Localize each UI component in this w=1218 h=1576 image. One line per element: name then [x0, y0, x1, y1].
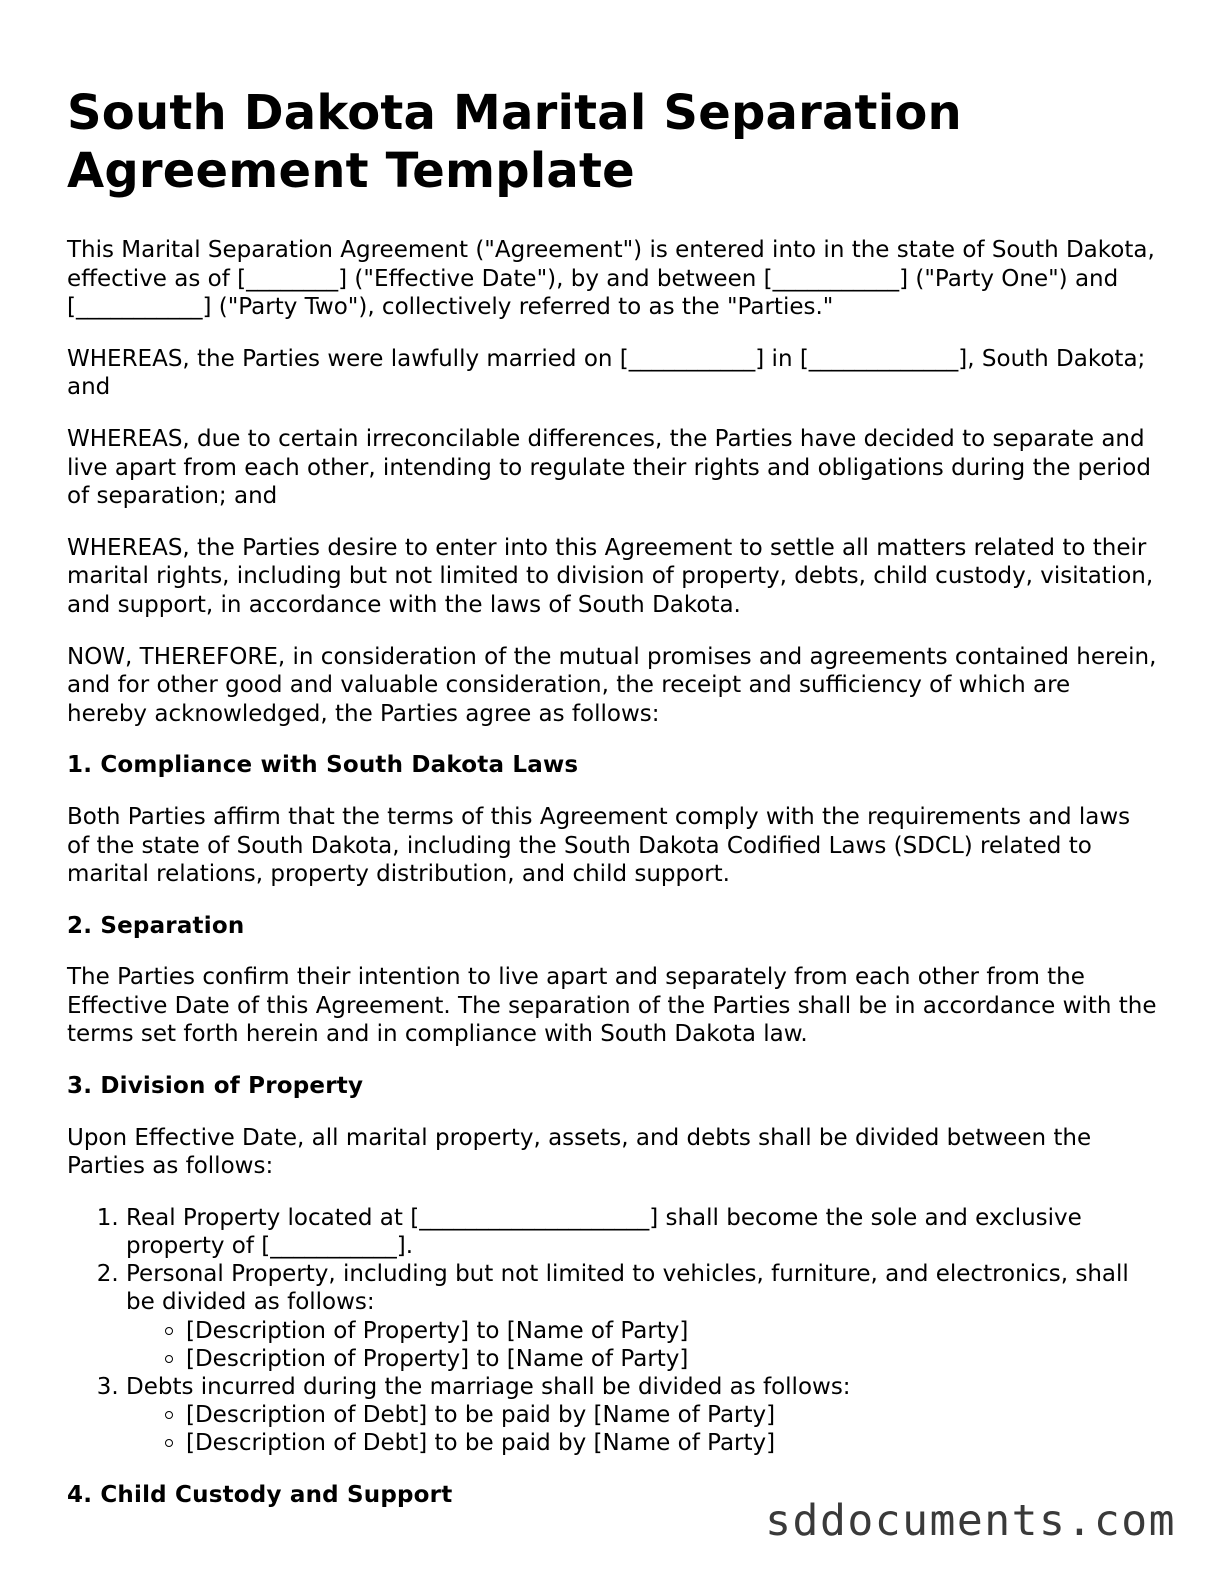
section-heading-division-of-property: 3. Division of Property	[67, 1073, 364, 1100]
list-item-text: Real Property located at [____________________] shall become the sole and exclusive property of [___________].	[126, 1204, 1082, 1260]
section-body-division-of-property: Upon Effective Date, all marital property, assets, and debts shall be divided between the Parties as follows:	[67, 1124, 1092, 1180]
personal-property-sublist	[126, 1317, 1157, 1373]
whereas-differences-paragraph: WHEREAS, due to certain irreconcilable differences, the Parties have decided to separate and live apart from each other, intending to regulate their rights and obligations during the period of separation; and	[67, 425, 1151, 510]
list-item-text: Personal Property, including but not limited to vehicles, furniture, and electronics, shall be divided as follows:	[126, 1261, 1129, 1316]
watermark: sddocuments.com	[765, 1496, 1176, 1546]
property-division-list	[67, 1204, 1157, 1458]
list-item-personal-property	[126, 1260, 1157, 1373]
section-heading-separation: 2. Separation	[67, 912, 245, 939]
sub-list-item: [Description of Property] to [Name of Party]	[186, 1345, 1157, 1373]
section-body-separation: The Parties confirm their intention to live apart and separately from each other from the Effective Date of this Agreement. The separation of the Parties shall be in accordance with the terms set forth herein and in compliance with South Dakota law.	[67, 964, 1157, 1048]
sub-list-item: [Description of Debt] to be paid by [Name of Party]	[186, 1429, 1157, 1457]
section-body-compliance: Both Parties affirm that the terms of this Agreement comply with the requirements and laws of the state of South Dakota, including the South Dakota Codified Laws (SDCL) related to marital relations, property distribution, and child support.	[67, 803, 1131, 888]
sub-list-item: [Description of Property] to [Name of Party]	[186, 1317, 1157, 1345]
document-title: South Dakota Marital Separation Agreement Template	[67, 85, 962, 199]
whereas-married-paragraph: WHEREAS, the Parties were lawfully married on [___________] in [_____________], South Dakota; and	[67, 345, 1146, 401]
sub-list-item: [Description of Debt] to be paid by [Name of Party]	[186, 1401, 1157, 1429]
document-page	[67, 84, 1157, 1532]
list-item-debts	[126, 1373, 1157, 1458]
list-item-text: Debts incurred during the marriage shall be divided as follows:	[126, 1374, 851, 1401]
whereas-settle-paragraph: WHEREAS, the Parties desire to enter into this Agreement to settle all matters related to their marital rights, including but not limited to division of property, debts, child custody, visitation, and support, in accordance with the laws of South Dakota.	[67, 534, 1154, 618]
debts-sublist	[126, 1401, 1157, 1457]
list-item-real-property	[126, 1204, 1157, 1260]
intro-paragraph: This Marital Separation Agreement ("Agreement") is entered into in the state of South Dakota, effective as of [________] ("Effective Date"), by and between [___________] ("Party One") and [___________] ("Party Two"), collectively referred to as the "Parties."	[67, 237, 1155, 321]
section-heading-compliance: 1. Compliance with South Dakota Laws	[67, 752, 579, 779]
section-heading-child-custody: 4. Child Custody and Support	[67, 1481, 453, 1508]
therefore-paragraph: NOW, THEREFORE, in consideration of the mutual promises and agreements contained herein, and for other good and valuable consideration, the receipt and sufficiency of which are hereby acknowledged, the Parties agree as follows:	[67, 643, 1157, 727]
